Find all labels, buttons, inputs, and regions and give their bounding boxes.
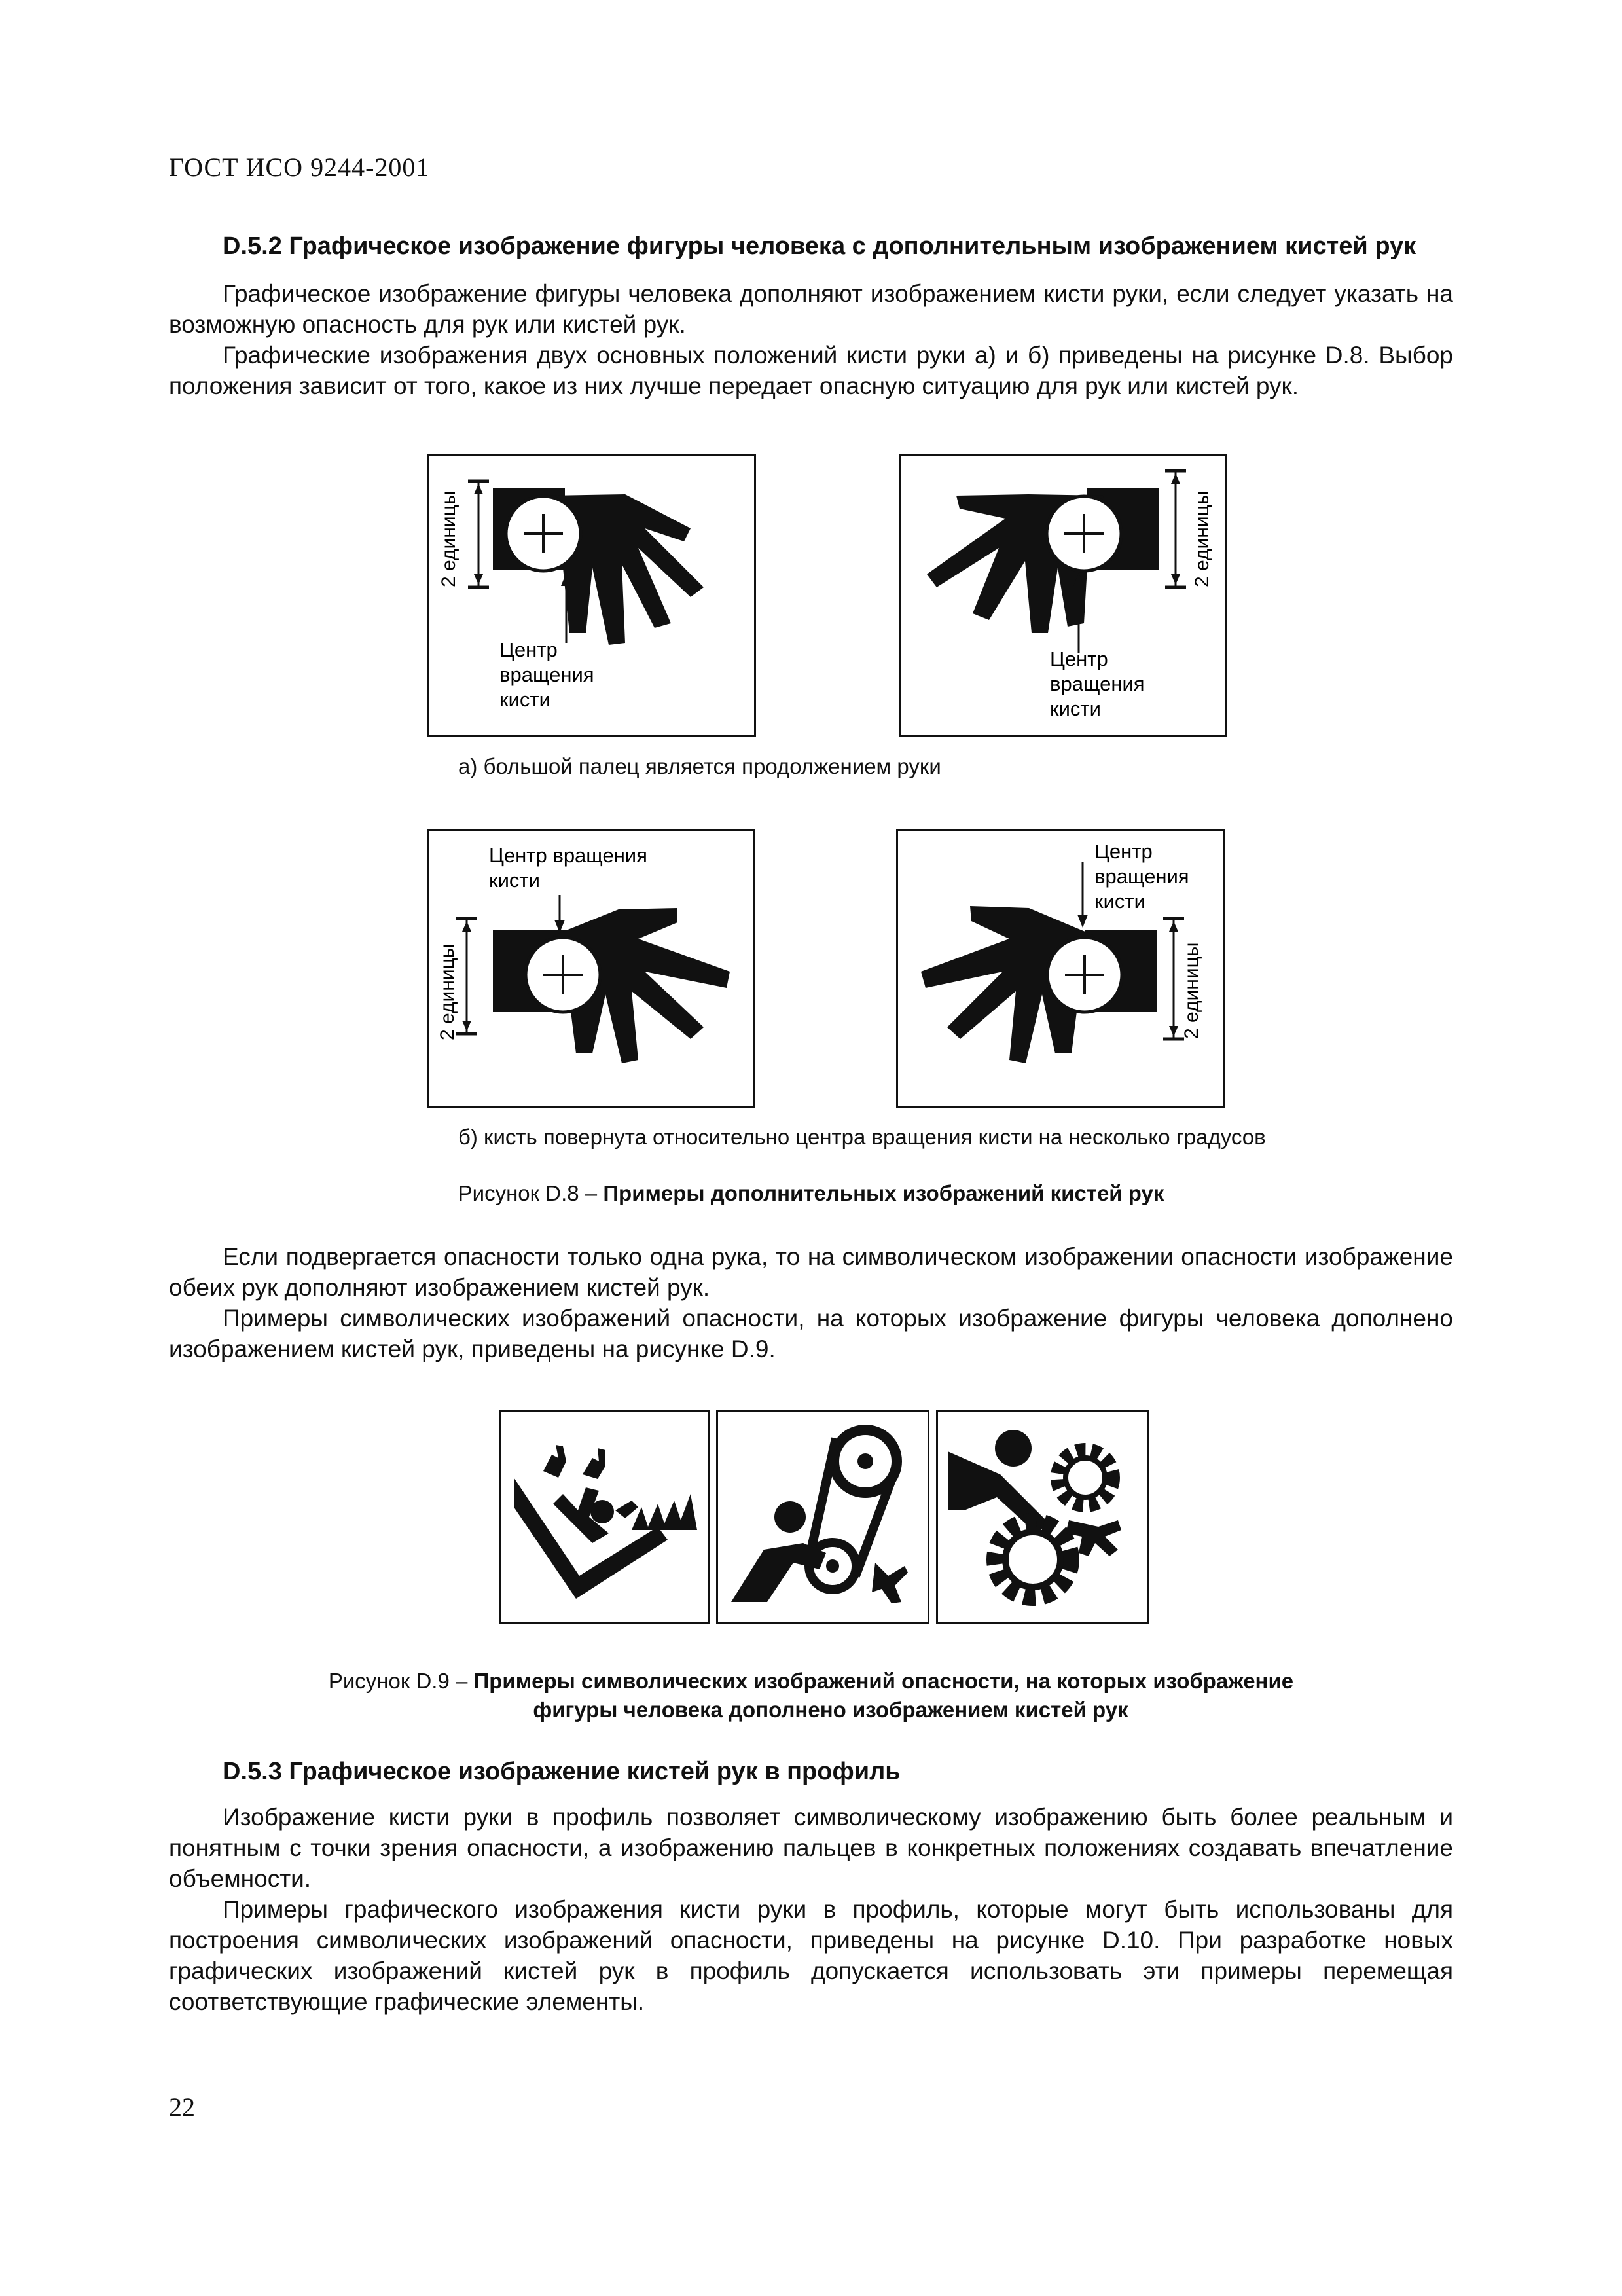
hazard-symbol-gears: [938, 1412, 1147, 1622]
hand-pictogram: [898, 831, 1223, 1106]
paragraph: Графическое изображение фигуры человека дополняют изображением кисти руки, если следует указать на возможную опасность для рук или кистей рук.: [169, 280, 1453, 338]
center-label: кисти: [489, 869, 540, 892]
figure-d8-a-left: [427, 454, 756, 737]
caption-title: фигуры человека дополнено изображением кистей рук: [533, 1698, 1128, 1722]
caption-line: [0, 1696, 1622, 1724]
caption-line: [0, 1667, 1622, 1696]
hand-pictogram: [429, 456, 754, 735]
center-label: Центр: [1050, 647, 1108, 670]
document-header: ГОСТ ИСО 9244-2001: [169, 153, 430, 182]
figure-d8-caption: [0, 1181, 1622, 1206]
figure-d9-symbol-gears: [936, 1410, 1149, 1624]
hazard-symbol-fall: [501, 1412, 708, 1622]
figure-d8-caption-a: а) большой палец является продолжением руки: [458, 754, 941, 778]
paragraph: Изображение кисти руки в профиль позволяет символическому изображению быть более реальным и понятным с точки зрения опасности, а изображению пальцев в конкретных положениях создавать впечатление объемности.: [169, 1804, 1453, 1892]
figure-d9-caption: [0, 1667, 1622, 1724]
center-label: Центр: [499, 638, 558, 661]
figure-d9-symbol-belt: [716, 1410, 929, 1624]
center-label: вращения: [1050, 672, 1145, 695]
figure-d8-a-right: [899, 454, 1227, 737]
section-title-d52: D.5.2 Графическое изображение фигуры человека с дополнительным изображением кистей рук: [223, 232, 1416, 260]
units-label: 2 единицы: [438, 490, 460, 587]
caption-prefix: Рисунок D.8 –: [458, 1181, 598, 1205]
units-label: 2 единицы: [437, 943, 458, 1040]
section-title-d53: D.5.3 Графическое изображение кистей рук в профиль: [223, 1758, 901, 1785]
center-label: Центр: [1094, 840, 1153, 863]
figure-d8-b-right: [896, 829, 1225, 1108]
caption-title: Примеры символических изображений опасности, на которых изображение: [473, 1669, 1294, 1693]
center-label: кисти: [1094, 890, 1145, 913]
section-d52-body: [169, 278, 1453, 401]
caption-title: Примеры дополнительных изображений кистей рук: [603, 1181, 1164, 1205]
paragraph: Графические изображения двух основных положений кисти руки а) и б) приведены на рисунке D.8. Выбор положения зависит от того, какое из них лучше передает опасную ситуацию для рук или кистей рук.: [169, 342, 1453, 399]
hand-pictogram: [901, 456, 1225, 735]
center-label: вращения: [1094, 865, 1189, 888]
paragraph: Примеры графического изображения кисти руки в профиль, которые могут быть использованы для построения символических изображений опасности, приведены на рисунке D.10. При разработке новых графических изображений кистей рук в профиль допускается использовать эти примеры перемещая соответствующие графические элементы.: [169, 1896, 1453, 2015]
figure-d8-caption-b: б) кисть повернута относительно центра вращения кисти на несколько градусов: [458, 1125, 1266, 1149]
hazard-symbol-belt: [718, 1412, 928, 1622]
figure-d8-b-left: [427, 829, 755, 1108]
center-label: Центр вращения: [489, 844, 647, 867]
units-label: 2 единицы: [1191, 490, 1213, 587]
units-label: 2 единицы: [1181, 942, 1202, 1039]
center-label: вращения: [499, 663, 594, 686]
page-number: 22: [169, 2092, 195, 2122]
center-label: кисти: [1050, 697, 1101, 720]
center-label: кисти: [499, 688, 550, 711]
paragraph: Если подвергается опасности только одна рука, то на символическом изображении опасности изображение обеих рук дополняют изображением кистей рук.: [169, 1243, 1453, 1301]
after-d8-body: [169, 1241, 1453, 1364]
caption-prefix: Рисунок D.9 –: [328, 1669, 468, 1693]
figure-d9-symbol-fall: [499, 1410, 710, 1624]
section-d53-body: [169, 1802, 1453, 2017]
hand-pictogram: [429, 831, 753, 1106]
paragraph: Примеры символических изображений опасности, на которых изображение фигуры человека дополнено изображением кистей рук, приведены на рисунке D.9.: [169, 1305, 1453, 1362]
